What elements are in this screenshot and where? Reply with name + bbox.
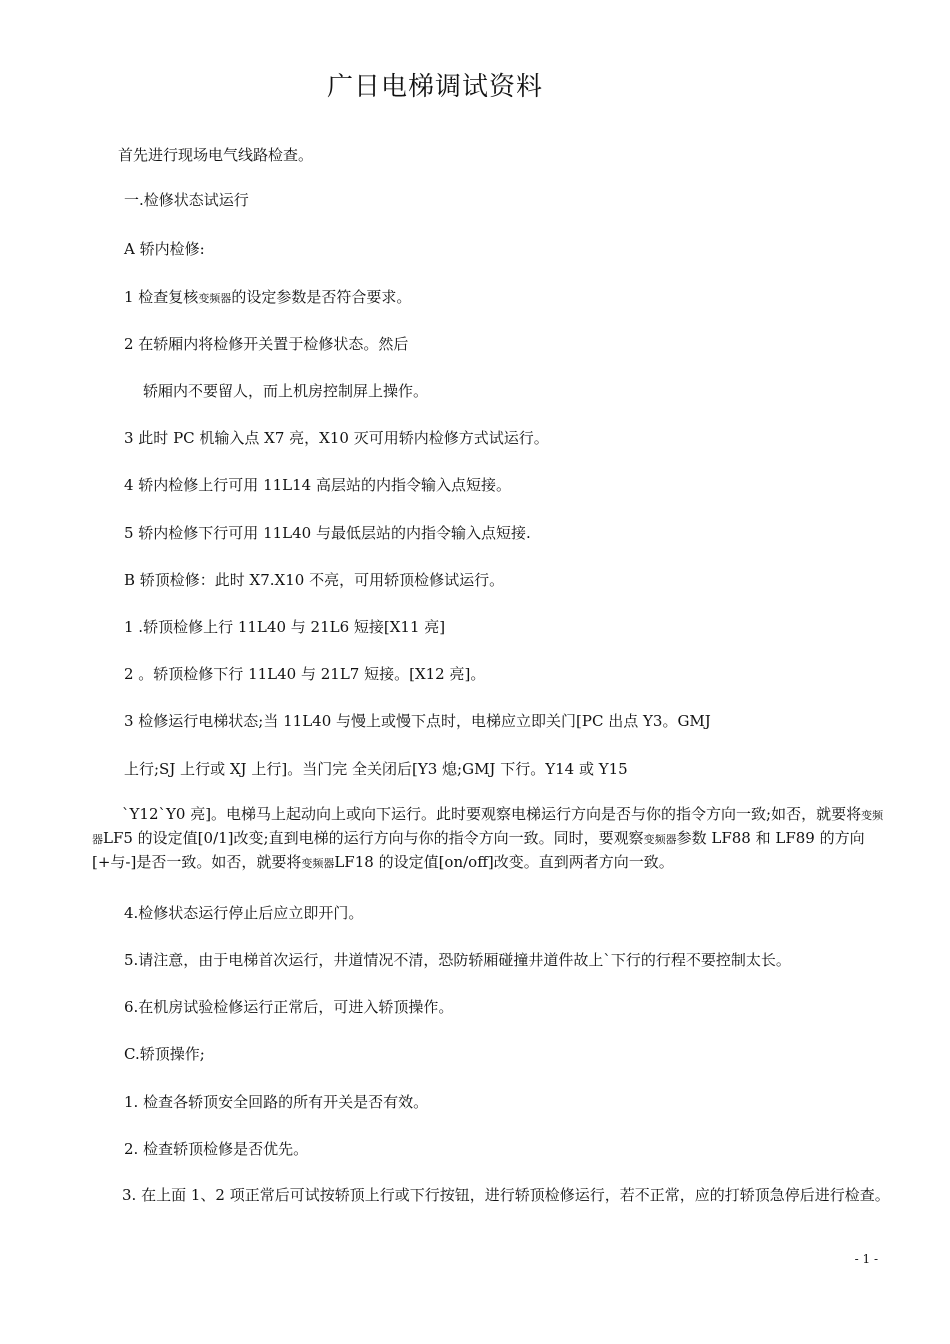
step-4: 4.检修状态运行停止后应立即开门。 <box>124 904 364 922</box>
step-a1 <box>124 287 411 309</box>
paragraph-direction-text-2: LF5 的设定值[0/1]改变;直到电梯的运行方向与你的指令方向一致。同时，要观察 <box>103 829 644 847</box>
step-a3: 3 此时 PC 机输入点 X7 亮，X10 灭可用轿内检修方式试运行。 <box>124 429 549 447</box>
step-b3-continued: 上行;SJ 上行或 XJ 上行]。当门完 全关闭后[Y3 熄;GMJ 下行。Y14 或 Y15 <box>124 760 628 778</box>
step-c1: 1. 检查各轿顶安全回路的所有开关是否有效。 <box>124 1093 429 1111</box>
step-a1-text-2: 的设定参数是否符合要求。 <box>231 288 412 306</box>
step-a5: 5 轿内检修下行可用 11L40 与最低层站的内指令输入点短接. <box>124 524 531 542</box>
step-a2-continued: 轿厢内不要留人，而上机房控制屏上操作。 <box>143 382 429 400</box>
step-a1-term: 变频器 <box>198 292 232 305</box>
paragraph-direction-check <box>92 803 892 875</box>
step-b3: 3 检修运行电梯状态;当 11L40 与慢上或慢下点时，电梯应立即关门[PC 出点 Y3。GMJ <box>124 712 711 730</box>
step-a4: 4 轿内检修上行可用 11L14 高层站的内指令输入点短接。 <box>124 476 511 494</box>
step-c3-text: 3. 在上面 1、2 项正常后可试按轿顶上行或下行按钮，进行轿顶检修运行，若不正常，应的打轿顶急停后进行检查。 <box>122 1186 890 1204</box>
document-title: 广日电梯调试资料 <box>326 72 543 102</box>
step-c3 <box>92 1184 892 1207</box>
paragraph-direction-text-1: `Y12`Y0 亮]。电梯马上起动向上或向下运行。此时要观察电梯运行方向是否与你的指令方向一致;如否，就要将 <box>122 805 862 823</box>
step-b1: 1 .轿顶检修上行 11L40 与 21L6 短接[X11 亮] <box>124 618 446 636</box>
subsection-heading-c: C.轿顶操作; <box>124 1045 205 1063</box>
paragraph-direction-text-3: 参数 LF88 和 LF89 的方向[+与-]是否一致。如否，就要将 <box>92 829 865 871</box>
step-b2: 2 。轿顶检修下行 11L40 与 21L7 短接。[X12 亮]。 <box>124 665 486 683</box>
section-heading-1: 一.检修状态试运行 <box>124 191 249 209</box>
step-c2: 2. 检查轿顶检修是否优先。 <box>124 1140 309 1158</box>
step-a2: 2 在轿厢内将检修开关置于检修状态。然后 <box>124 335 409 353</box>
paragraph-direction-term-2: 变频器 <box>643 833 677 846</box>
paragraph-intro: 首先进行现场电气线路检查。 <box>118 146 314 164</box>
step-a1-text-1: 1 检查复核 <box>124 288 199 306</box>
paragraph-direction-text-4: LF18 的设定值[on/off]改变。直到两者方向一致。 <box>334 853 674 871</box>
subsection-heading-b: B 轿顶检修：此时 X7.X10 不亮，可用轿顶检修试运行。 <box>124 571 505 589</box>
paragraph-direction-term-3: 变频器 <box>301 857 335 870</box>
subsection-heading-a: A 轿内检修: <box>124 240 205 258</box>
step-5: 5.请注意，由于电梯首次运行，井道情况不清，恐防轿厢碰撞井道件故上`下行的行程不要控制太长。 <box>124 951 791 969</box>
paragraph-direction-term-1: 变频器 <box>92 809 884 846</box>
page-number: - 1 - <box>854 1252 878 1266</box>
step-6: 6.在机房试验检修运行正常后，可进入轿顶操作。 <box>124 998 454 1016</box>
